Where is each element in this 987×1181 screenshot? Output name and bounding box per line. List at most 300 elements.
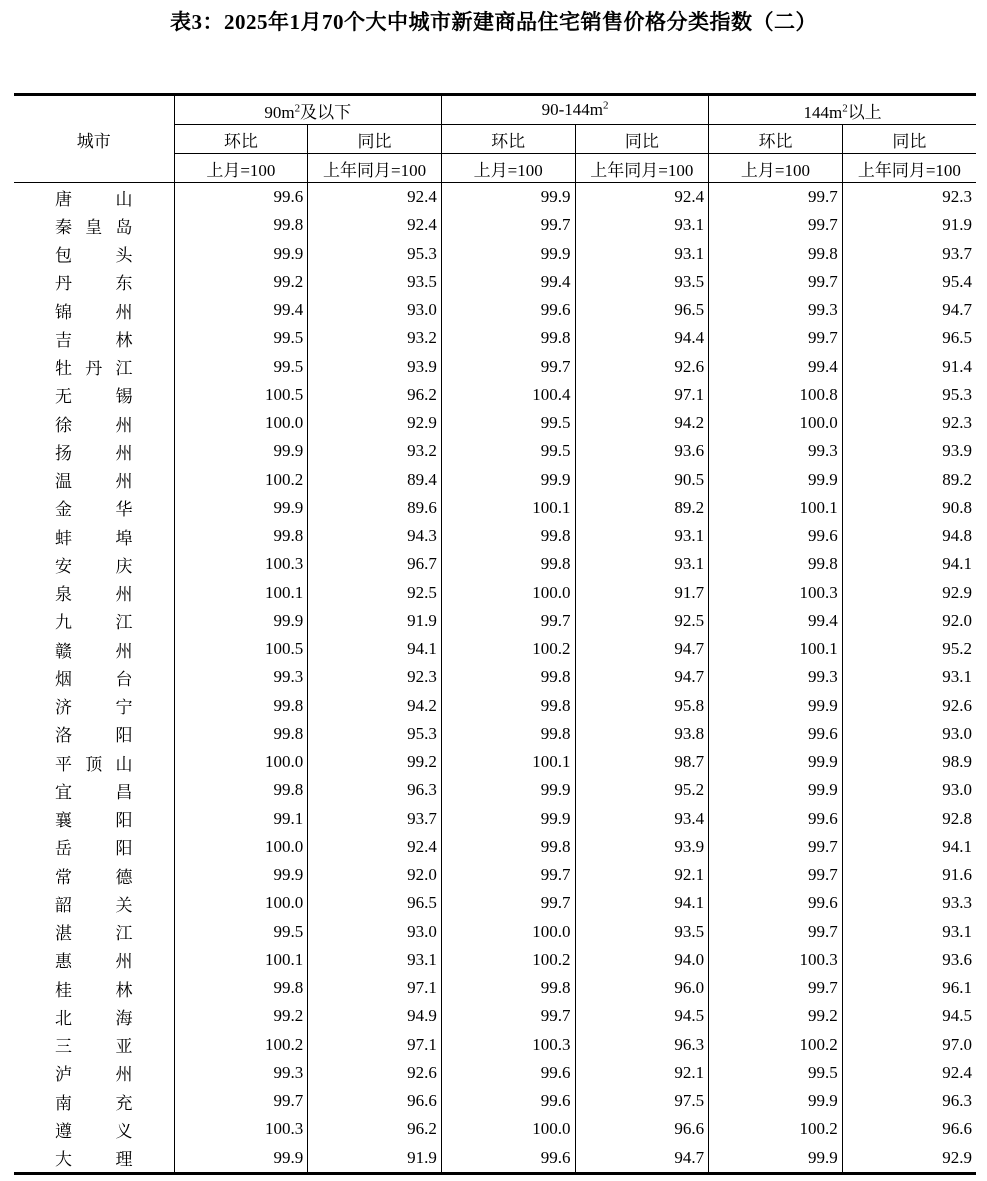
city-name-cell: 秦皇岛 — [55, 217, 133, 237]
city-name-cell: 岳阳 — [55, 839, 133, 859]
city-name-cell: 桂林 — [55, 980, 133, 1000]
city-name-cell: 韶关 — [55, 895, 133, 915]
index-value-cell: 99.7 — [441, 211, 575, 239]
table-row — [14, 296, 976, 324]
city-name-cell: 常德 — [55, 867, 133, 887]
index-value-cell: 94.7 — [575, 635, 709, 663]
index-value-cell: 99.8 — [709, 240, 843, 268]
index-value-cell: 92.4 — [308, 833, 442, 861]
index-value-cell: 92.5 — [308, 579, 442, 607]
city-name-cell: 唐山 — [55, 189, 133, 209]
index-value-cell: 96.6 — [575, 1115, 709, 1143]
index-value-cell: 99.9 — [441, 776, 575, 804]
index-value-cell: 93.1 — [575, 240, 709, 268]
city-column-header: 城市 — [14, 95, 174, 183]
index-value-cell: 97.1 — [575, 381, 709, 409]
index-value-cell: 94.1 — [842, 550, 976, 578]
table-row — [14, 861, 976, 889]
table-row — [14, 663, 976, 691]
index-value-cell: 99.5 — [441, 437, 575, 465]
index-value-cell: 100.5 — [174, 381, 308, 409]
index-value-cell: 94.1 — [308, 635, 442, 663]
city-name-cell: 泉州 — [55, 585, 133, 605]
city-name-cell: 包头 — [55, 246, 133, 266]
index-value-cell: 99.7 — [441, 1002, 575, 1030]
index-value-cell: 99.5 — [174, 324, 308, 352]
index-value-cell: 99.2 — [709, 1002, 843, 1030]
index-value-cell: 99.4 — [709, 607, 843, 635]
index-value-cell: 99.9 — [709, 466, 843, 494]
index-value-cell: 99.7 — [174, 1087, 308, 1115]
index-value-cell: 94.4 — [575, 324, 709, 352]
table-row — [14, 607, 976, 635]
index-value-cell: 93.7 — [308, 805, 442, 833]
index-value-cell: 99.8 — [441, 720, 575, 748]
table-row — [14, 1115, 976, 1143]
index-value-cell: 92.0 — [308, 861, 442, 889]
index-value-cell: 93.8 — [575, 720, 709, 748]
index-value-cell: 93.7 — [842, 240, 976, 268]
tongbi-header: 同比 — [575, 125, 709, 154]
index-value-cell: 99.8 — [441, 692, 575, 720]
index-value-cell: 99.3 — [174, 1059, 308, 1087]
huanbi-header: 环比 — [441, 125, 575, 154]
index-value-cell: 99.8 — [174, 720, 308, 748]
base-prev-year-header: 上年同月=100 — [308, 154, 442, 183]
index-value-cell: 93.5 — [575, 268, 709, 296]
city-name-cell: 扬州 — [55, 443, 133, 463]
table-row — [14, 748, 976, 776]
index-value-cell: 95.2 — [575, 776, 709, 804]
city-name-cell: 牡丹江 — [55, 359, 133, 379]
index-value-cell: 100.2 — [174, 1031, 308, 1059]
index-value-cell: 92.4 — [842, 1059, 976, 1087]
index-value-cell: 99.8 — [174, 211, 308, 239]
table-row — [14, 720, 976, 748]
index-value-cell: 96.3 — [842, 1087, 976, 1115]
table-row — [14, 1002, 976, 1030]
index-value-cell: 92.4 — [575, 183, 709, 212]
table-row — [14, 946, 976, 974]
index-value-cell: 94.2 — [575, 409, 709, 437]
city-name-cell: 徐州 — [55, 415, 133, 435]
city-name-cell: 惠州 — [55, 952, 133, 972]
index-value-cell: 100.3 — [441, 1031, 575, 1059]
index-value-cell: 92.3 — [308, 663, 442, 691]
index-value-cell: 100.5 — [174, 635, 308, 663]
index-value-cell: 99.2 — [174, 1002, 308, 1030]
index-value-cell: 99.6 — [709, 805, 843, 833]
table-row — [14, 268, 976, 296]
table-row — [14, 324, 976, 352]
index-value-cell: 99.4 — [174, 296, 308, 324]
index-value-cell: 99.6 — [441, 1087, 575, 1115]
index-value-cell: 99.9 — [174, 861, 308, 889]
index-value-cell: 99.2 — [308, 748, 442, 776]
index-value-cell: 99.7 — [709, 183, 843, 212]
index-value-cell: 100.0 — [441, 579, 575, 607]
index-value-cell: 94.7 — [575, 1144, 709, 1174]
table-row — [14, 776, 976, 804]
index-value-cell: 94.7 — [575, 663, 709, 691]
index-value-cell: 92.1 — [575, 1059, 709, 1087]
index-value-cell: 92.1 — [575, 861, 709, 889]
index-value-cell: 89.2 — [842, 466, 976, 494]
huanbi-header: 环比 — [174, 125, 308, 154]
index-value-cell: 99.5 — [174, 353, 308, 381]
table-row — [14, 805, 976, 833]
city-name-cell: 南充 — [55, 1093, 133, 1113]
index-value-cell: 94.9 — [308, 1002, 442, 1030]
city-name-cell: 大理 — [14, 1144, 174, 1174]
index-value-cell: 93.1 — [575, 550, 709, 578]
table-row — [14, 494, 976, 522]
price-index-table — [14, 93, 976, 1175]
index-value-cell: 100.1 — [709, 635, 843, 663]
index-value-cell: 91.9 — [842, 211, 976, 239]
index-value-cell: 99.9 — [441, 466, 575, 494]
index-value-cell: 99.5 — [441, 409, 575, 437]
table-row — [14, 635, 976, 663]
index-value-cell: 93.1 — [842, 918, 976, 946]
index-value-cell: 99.7 — [709, 324, 843, 352]
table-row — [14, 1144, 976, 1174]
index-value-cell: 92.3 — [842, 183, 976, 212]
index-value-cell: 99.3 — [174, 663, 308, 691]
index-value-cell: 96.6 — [308, 1087, 442, 1115]
index-value-cell: 93.0 — [842, 720, 976, 748]
table-row — [14, 918, 976, 946]
index-value-cell: 100.1 — [441, 494, 575, 522]
index-value-cell: 99.8 — [709, 550, 843, 578]
city-name-cell: 赣州 — [55, 641, 133, 661]
index-value-cell: 96.5 — [842, 324, 976, 352]
index-value-cell: 99.6 — [441, 1144, 575, 1174]
table-row — [14, 1087, 976, 1115]
index-value-cell: 99.9 — [709, 1087, 843, 1115]
index-value-cell: 99.9 — [441, 240, 575, 268]
index-value-cell: 100.0 — [174, 833, 308, 861]
city-name-cell: 襄阳 — [55, 811, 133, 831]
table-header — [14, 95, 976, 183]
index-value-cell: 93.1 — [575, 522, 709, 550]
index-value-cell: 96.6 — [842, 1115, 976, 1143]
index-value-cell: 93.6 — [575, 437, 709, 465]
index-value-cell: 99.6 — [709, 720, 843, 748]
index-value-cell: 99.6 — [709, 889, 843, 917]
index-value-cell: 95.2 — [842, 635, 976, 663]
index-value-cell: 99.3 — [709, 437, 843, 465]
table-row — [14, 974, 976, 1002]
table-row — [14, 466, 976, 494]
city-name-cell: 金华 — [55, 500, 133, 520]
base-prev-month-header: 上月=100 — [709, 154, 843, 183]
index-value-cell: 100.1 — [709, 494, 843, 522]
index-value-cell: 97.1 — [308, 1031, 442, 1059]
city-name-cell: 遵义 — [55, 1121, 133, 1141]
index-value-cell: 93.2 — [308, 324, 442, 352]
index-value-cell: 94.5 — [842, 1002, 976, 1030]
city-name-cell: 锦州 — [55, 302, 133, 322]
index-value-cell: 94.1 — [842, 833, 976, 861]
index-value-cell: 94.1 — [575, 889, 709, 917]
index-value-cell: 93.1 — [308, 946, 442, 974]
city-name-cell: 九江 — [55, 613, 133, 633]
index-value-cell: 100.3 — [709, 579, 843, 607]
group-header-small: $90m^2$及以下 — [174, 95, 441, 125]
index-value-cell: 90.5 — [575, 466, 709, 494]
index-value-cell: 91.9 — [308, 607, 442, 635]
index-value-cell: 99.3 — [709, 296, 843, 324]
index-value-cell: 99.7 — [709, 918, 843, 946]
index-value-cell: 93.2 — [308, 437, 442, 465]
table-row — [14, 437, 976, 465]
index-value-cell: 99.7 — [441, 861, 575, 889]
index-value-cell: 92.6 — [575, 353, 709, 381]
index-value-cell: 93.0 — [308, 296, 442, 324]
index-value-cell: 89.6 — [308, 494, 442, 522]
index-value-cell: 100.2 — [441, 635, 575, 663]
index-value-cell: 93.9 — [575, 833, 709, 861]
index-value-cell: 99.8 — [441, 522, 575, 550]
index-value-cell: 100.3 — [709, 946, 843, 974]
index-value-cell: 99.9 — [441, 183, 575, 212]
index-value-cell: 94.0 — [575, 946, 709, 974]
city-name-cell: 安庆 — [55, 556, 133, 576]
index-value-cell: 99.8 — [441, 974, 575, 1002]
index-value-cell: 100.0 — [174, 889, 308, 917]
index-value-cell: 92.3 — [842, 409, 976, 437]
index-value-cell: 92.6 — [842, 692, 976, 720]
index-value-cell: 100.1 — [441, 748, 575, 776]
index-value-cell: 92.9 — [308, 409, 442, 437]
index-value-cell: 96.1 — [842, 974, 976, 1002]
index-value-cell: 98.7 — [575, 748, 709, 776]
index-value-cell: 99.4 — [441, 268, 575, 296]
index-value-cell: 95.3 — [308, 720, 442, 748]
index-value-cell: 99.9 — [441, 805, 575, 833]
index-value-cell: 91.9 — [308, 1144, 442, 1174]
index-value-cell: 96.3 — [308, 776, 442, 804]
table-row — [14, 211, 976, 239]
index-value-cell: 93.1 — [842, 663, 976, 691]
index-value-cell: 93.1 — [575, 211, 709, 239]
table-row — [14, 1059, 976, 1087]
base-prev-month-header: 上月=100 — [174, 154, 308, 183]
index-value-cell: 94.2 — [308, 692, 442, 720]
table-row — [14, 692, 976, 720]
city-name-cell: 烟台 — [55, 669, 133, 689]
index-value-cell: 99.9 — [174, 1144, 308, 1174]
index-value-cell: 96.5 — [575, 296, 709, 324]
index-value-cell: 99.7 — [441, 353, 575, 381]
index-value-cell: 99.7 — [709, 861, 843, 889]
index-value-cell: 99.9 — [174, 494, 308, 522]
index-value-cell: 99.9 — [174, 607, 308, 635]
index-value-cell: 92.5 — [575, 607, 709, 635]
index-value-cell: 99.7 — [709, 974, 843, 1002]
index-value-cell: 96.7 — [308, 550, 442, 578]
group-header-medium: $90-144m^2$ — [441, 95, 708, 125]
index-value-cell: 99.9 — [709, 692, 843, 720]
index-value-cell: 99.8 — [441, 663, 575, 691]
index-value-cell: 100.3 — [174, 550, 308, 578]
index-value-cell: 97.5 — [575, 1087, 709, 1115]
index-value-cell: 96.5 — [308, 889, 442, 917]
table-row — [14, 381, 976, 409]
index-value-cell: 95.3 — [842, 381, 976, 409]
index-value-cell: 93.0 — [308, 918, 442, 946]
index-value-cell: 96.2 — [308, 381, 442, 409]
index-value-cell: 96.2 — [308, 1115, 442, 1143]
index-value-cell: 100.0 — [709, 409, 843, 437]
index-value-cell: 89.2 — [575, 494, 709, 522]
index-value-cell: 95.3 — [308, 240, 442, 268]
city-name-cell: 丹东 — [55, 274, 133, 294]
city-name-cell: 湛江 — [55, 924, 133, 944]
city-name-cell: 泸州 — [55, 1065, 133, 1085]
index-value-cell: 94.8 — [842, 522, 976, 550]
index-value-cell: 99.5 — [174, 918, 308, 946]
index-value-cell: 100.2 — [709, 1115, 843, 1143]
index-value-cell: 97.0 — [842, 1031, 976, 1059]
city-name-cell: 洛阳 — [55, 726, 133, 746]
index-value-cell: 89.4 — [308, 466, 442, 494]
city-name-cell: 济宁 — [55, 698, 133, 718]
index-value-cell: 96.0 — [575, 974, 709, 1002]
index-value-cell: 91.6 — [842, 861, 976, 889]
group-header-large: $144m^2$以上 — [709, 95, 976, 125]
index-value-cell: 92.6 — [308, 1059, 442, 1087]
index-value-cell: 92.0 — [842, 607, 976, 635]
index-value-cell: 99.6 — [441, 1059, 575, 1087]
index-value-cell: 99.8 — [441, 550, 575, 578]
index-value-cell: 99.7 — [709, 211, 843, 239]
base-prev-year-header: 上年同月=100 — [842, 154, 976, 183]
index-value-cell: 93.6 — [842, 946, 976, 974]
index-value-cell: 91.7 — [575, 579, 709, 607]
index-value-cell: 98.9 — [842, 748, 976, 776]
table-row — [14, 579, 976, 607]
city-name-cell: 蚌埠 — [55, 528, 133, 548]
table-row — [14, 1031, 976, 1059]
base-prev-year-header: 上年同月=100 — [575, 154, 709, 183]
index-value-cell: 100.1 — [174, 579, 308, 607]
index-value-cell: 100.2 — [174, 466, 308, 494]
index-value-cell: 90.8 — [842, 494, 976, 522]
index-value-cell: 100.8 — [709, 381, 843, 409]
base-prev-month-header: 上月=100 — [441, 154, 575, 183]
index-value-cell: 96.3 — [575, 1031, 709, 1059]
page-title: 表3：2025年1月70个大中城市新建商品住宅销售价格分类指数（二） — [170, 10, 817, 34]
index-value-cell: 95.8 — [575, 692, 709, 720]
index-value-cell: 99.8 — [441, 833, 575, 861]
index-value-cell: 99.1 — [174, 805, 308, 833]
table-row — [14, 240, 976, 268]
tongbi-header: 同比 — [842, 125, 976, 154]
index-value-cell: 92.8 — [842, 805, 976, 833]
table-row — [14, 409, 976, 437]
city-name-cell: 无锡 — [55, 387, 133, 407]
index-value-cell: 94.5 — [575, 1002, 709, 1030]
index-value-cell: 100.3 — [174, 1115, 308, 1143]
tongbi-header: 同比 — [308, 125, 442, 154]
index-value-cell: 93.9 — [842, 437, 976, 465]
index-value-cell: 99.6 — [174, 183, 308, 212]
index-value-cell: 94.3 — [308, 522, 442, 550]
index-value-cell: 92.4 — [308, 211, 442, 239]
table-row — [14, 353, 976, 381]
index-value-cell: 100.4 — [441, 381, 575, 409]
index-value-cell: 91.4 — [842, 353, 976, 381]
index-value-cell: 100.0 — [174, 409, 308, 437]
index-value-cell: 99.4 — [709, 353, 843, 381]
index-value-cell: 99.7 — [709, 268, 843, 296]
index-value-cell: 99.2 — [174, 268, 308, 296]
index-value-cell: 93.5 — [308, 268, 442, 296]
index-value-cell: 93.4 — [575, 805, 709, 833]
index-value-cell: 94.7 — [842, 296, 976, 324]
index-value-cell: 99.8 — [174, 522, 308, 550]
index-value-cell: 93.3 — [842, 889, 976, 917]
city-name-cell: 温州 — [55, 472, 133, 492]
index-value-cell: 93.9 — [308, 353, 442, 381]
index-value-cell: 100.1 — [174, 946, 308, 974]
index-value-cell: 99.9 — [709, 776, 843, 804]
table-body — [14, 183, 976, 1174]
index-value-cell: 99.6 — [441, 296, 575, 324]
city-name-cell: 三亚 — [55, 1037, 133, 1057]
index-value-cell: 100.0 — [441, 918, 575, 946]
index-value-cell: 95.4 — [842, 268, 976, 296]
index-value-cell: 97.1 — [308, 974, 442, 1002]
index-value-cell: 99.8 — [174, 776, 308, 804]
index-value-cell: 99.7 — [441, 607, 575, 635]
index-value-cell: 100.0 — [174, 748, 308, 776]
table-row — [14, 183, 976, 212]
index-value-cell: 99.8 — [174, 974, 308, 1002]
city-name-cell: 吉林 — [55, 330, 133, 350]
index-value-cell: 99.7 — [709, 833, 843, 861]
index-value-cell: 99.5 — [709, 1059, 843, 1087]
index-value-cell: 99.9 — [709, 748, 843, 776]
city-name-cell: 北海 — [55, 1008, 133, 1028]
city-name-cell: 宜昌 — [55, 782, 133, 802]
index-value-cell: 99.9 — [174, 437, 308, 465]
table-row — [14, 889, 976, 917]
index-value-cell: 100.0 — [441, 1115, 575, 1143]
index-value-cell: 99.3 — [709, 663, 843, 691]
index-value-cell: 99.6 — [709, 522, 843, 550]
index-value-cell: 93.0 — [842, 776, 976, 804]
index-value-cell: 100.2 — [441, 946, 575, 974]
index-value-cell: 100.2 — [709, 1031, 843, 1059]
index-value-cell: 99.7 — [441, 889, 575, 917]
index-value-cell: 92.9 — [842, 1144, 976, 1174]
table-row — [14, 550, 976, 578]
city-name-cell: 平顶山 — [55, 754, 133, 774]
table-row — [14, 833, 976, 861]
index-value-cell: 99.9 — [709, 1144, 843, 1174]
index-value-cell: 99.8 — [174, 692, 308, 720]
index-value-cell: 93.5 — [575, 918, 709, 946]
index-value-cell: 99.8 — [441, 324, 575, 352]
huanbi-header: 环比 — [709, 125, 843, 154]
table-row — [14, 522, 976, 550]
index-value-cell: 99.9 — [174, 240, 308, 268]
index-value-cell: 92.9 — [842, 579, 976, 607]
index-value-cell: 92.4 — [308, 183, 442, 212]
